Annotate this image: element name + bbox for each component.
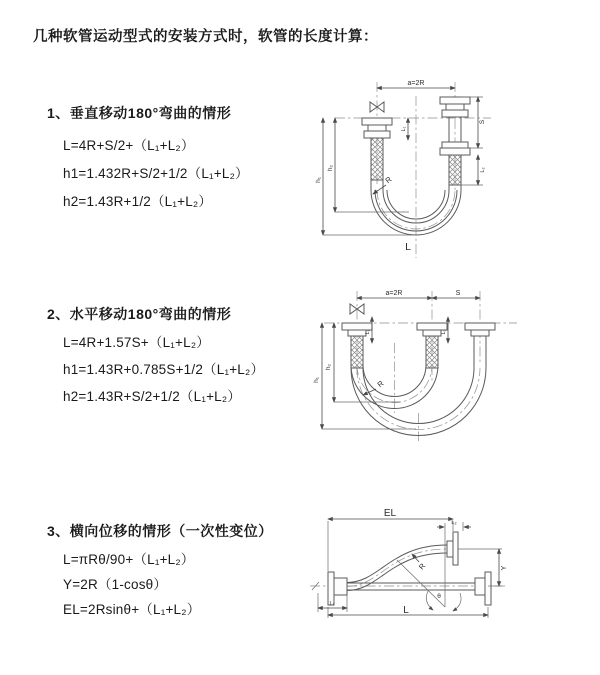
diagram-lateral-displacement (300, 505, 600, 660)
right-fitting (440, 97, 470, 190)
section-2-formula-h2: h2=1.43R+S/2+1/2（L₁+L₂） (63, 389, 242, 404)
braid-section (351, 336, 363, 368)
radius-label: R (383, 174, 394, 186)
dim-label-a2r: a=2R (407, 80, 425, 87)
section-2-heading: 2、水平移动180°弯曲的情形 (47, 306, 232, 322)
dim-label-h1: h₁ (313, 377, 320, 383)
diagram-horizontal-u-bend (312, 285, 597, 465)
diagram-2-canvas (312, 285, 597, 465)
dim-label-h1: h₁ (315, 177, 322, 183)
dimension-lines (318, 519, 502, 618)
section-1-formula-h1: h1=1.432R+S/2+1/2（L₁+L₂） (63, 166, 249, 181)
angle-label: θ (437, 593, 441, 600)
dim-label-l2: L₂ (441, 329, 447, 335)
dim-label-l: L (403, 605, 409, 616)
dim-label-l2: L₂ (451, 520, 457, 526)
diagram-3-canvas (300, 505, 600, 660)
braid-section (371, 138, 383, 180)
left-fitting (342, 323, 372, 368)
radius-label: R (416, 561, 428, 572)
dim-label-h2: h₂ (327, 164, 334, 172)
dim-label-l1: L₁ (329, 601, 335, 607)
dim-label-y: Y (501, 565, 508, 571)
diagram-vertical-u-bend (315, 72, 585, 267)
dim-label-s: S (455, 290, 461, 297)
section-2-formula-h1: h1=1.43R+0.785S+1/2（L₁+L₂） (63, 362, 265, 377)
hose-centerline (347, 549, 447, 587)
dim-label-h2: h₂ (325, 363, 332, 371)
diagram-1-canvas (315, 72, 585, 267)
right-fitting (475, 572, 491, 605)
centerlines (335, 82, 491, 258)
dim-label-l2: L₂ (480, 167, 486, 173)
braid-section (449, 155, 461, 185)
braid-section (426, 336, 438, 368)
dim-label-el: EL (383, 508, 397, 519)
dim-label-l1: L₁ (401, 126, 407, 132)
section-1-heading: 1、垂直移动180°弯曲的情形 (47, 105, 232, 121)
straight-pipe-position (347, 583, 475, 590)
section-3-formula-L: L=πRθ/90+（L₁+L₂） (63, 552, 195, 567)
upper-right-fitting (447, 532, 458, 565)
section-3-formula-EL: EL=2Rsinθ+（L₁+L₂） (63, 602, 201, 617)
length-label: L (405, 241, 411, 253)
section-3-formula-Y: Y=2R（1-cosθ） (63, 577, 168, 592)
section-1-formula-h2: h2=1.43R+1/2（L₁+L₂） (63, 194, 213, 209)
radius-label: R (375, 378, 386, 390)
page-title: 几种软管运动型式的安装方式时，软管的长度计算： (33, 29, 378, 45)
section-3-heading: 3、横向位移的情形（一次性变位） (47, 523, 273, 539)
dimension-lines (322, 298, 480, 429)
dim-label-a2r: a=2R (385, 290, 403, 297)
dim-label-s: S (479, 119, 486, 125)
dim-label-l1: L₁ (365, 329, 371, 335)
angle-construction (397, 523, 461, 611)
section-2-formula-L: L=4R+1.57S+（L₁+L₂） (63, 335, 210, 350)
section-1-formula-L: L=4R+S/2+（L₁+L₂） (63, 138, 195, 153)
